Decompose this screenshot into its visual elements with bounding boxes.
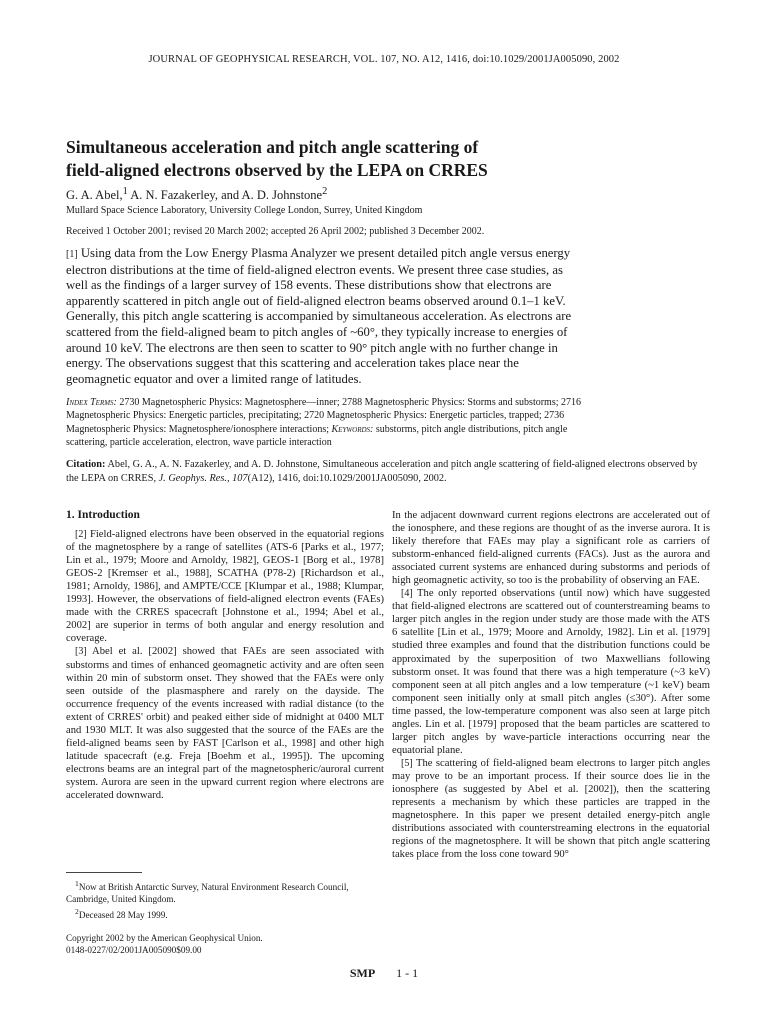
author-abel: G. A. Abel, [66,188,123,203]
title-line-1: Simultaneous acceleration and pitch angle scattering of [66,137,479,157]
paragraph-text: Field-aligned electrons have been observed in the equatorial regions of the magnetosphere by a range of satellites (ATS-6 [Parks et al., 1977; Lin et al., 1979; Moore and Arnoldy, 1982], GEOS-1 [Borg et al., 1978] GEOS-2 [Kremser et al., 1988], SCATHA (P78-2) [Richardson et al., 1981; Arnoldy, 1986], and AMPTE/CCE [Klumpar et al., 1988; Klumpar, 1993]. However, the observations of field-aligned electron events (FAEs) made with the CRRES spacecraft [Johnstone et al., 1994; Abel et al., 2002] are superior in terms of both angular and energy resolution and coverage. [66,529,384,645]
author-list [66,186,327,203]
affiliation: Mullard Space Science Laboratory, University College London, Surrey, United Kingdom [66,205,423,216]
abstract-text: Using data from the Low Energy Plasma Analyzer we present detailed pitch angle versus energy electron distributions at the time of field-aligned electron events. We present three case studies, as well as the findings of a larger survey of 158 events. These distributions show that electrons are apparently scattered in pitch angle out of field-aligned electron beams observed around 0.1–1 keV. Generally, this pitch angle scattering is accompanied by simultaneous acceleration. As electrons are scattered from the field-aligned beam to pitch angles of ~60°, they typically increase to energies of around 10 keV. The electrons are then seen to scatter to 90° pitch angle with no further change in energy. The observations suggest that this scattering and acceleration takes place near the geomagnetic equator and over a limited range of latitudes. [66,246,572,386]
author-others: A. N. Fazakerley, and A. D. Johnstone [127,188,323,203]
paragraph-2 [66,528,384,645]
footnotes [66,878,384,921]
received-dates: Received 1 October 2001; revised 20 March 2002; accepted 26 April 2002; published 3 December 2002. [66,226,485,237]
page-folio [0,966,768,981]
copyright-notice [66,932,384,957]
index-terms-text: 2730 Magnetospheric Physics: Magnetosphere—inner; 2788 Magnetospheric Physics: Storms and substorms; 2716 Magnetospheric Physics: Energetic particles, precipitating; 2720 Magnetospheric Physics: Energetic particles, trapped; 2736 Magnetospheric Physics: Magnetosphere/ionosphere interactions; [66,397,582,435]
title-line-2: field-aligned electrons observed by the LEPA on CRRES [66,160,488,180]
running-head: JOURNAL OF GEOPHYSICAL RESEARCH, VOL. 107, NO. A12, 1416, doi:10.1029/2001JA005090, 2002 [148,54,620,65]
footnote-marker: 1 [75,879,79,888]
paper-title [66,136,666,182]
citation-rest: (A12), 1416, doi:10.1029/2001JA005090, 2002. [247,472,447,484]
paragraph-5 [392,757,710,861]
paragraph-number: [3] [75,646,87,658]
paragraph-number: [1] [66,249,78,260]
footnote-text: Now at British Antarctic Survey, Natural Environment Research Council, Cambridge, United Kingdom. [66,882,349,905]
paragraph-3 [66,645,384,802]
paragraph-4 [392,587,710,757]
paragraph-continued: In the adjacent downward current regions electrons are accelerated out of the ionosphere, and these regions are thought of as the inverse aurora. It is likely therefore that FAEs may play a significant role as carriers of substorm-enhanced field-aligned currents (FACs). Just as the aurora and associated current systems are enhanced during substorms and periods of high geomagnetic activity, so too is the probability of observing an FAE. [392,510,710,587]
footnote-2 [66,906,384,921]
footnote-text: Deceased 28 May 1999. [78,909,168,920]
paragraph-number: [5] [401,757,413,769]
left-column [66,509,384,802]
paragraph-text: The only reported observations (until now) which have suggested that field-aligned electrons are scattered out of counterstreaming beams to larger pitch angles in the region under study are those made with the ATS 6 satellite [Lin et al., 1979; Moore and Arnoldy, 1982]. Lin et al. [1979] studied three examples and found that the distribution functions could be approximated by the superposition of two Maxwellians following substorm onset. It was found that there was a high temperature (~3 keV) component seen at all pitch angles and a low temperature (~1 keV) beam component seen initially only at small pitch angles (≤30°). After some time passed, the low-temperature component was also seen at large pitch angles. Lin et al. [1979] proposed that the beam particles are scattered to larger pitch angles by wave-particle interactions occurring near the equatorial plane. [392,588,710,756]
footnote-ref-2: 2 [322,186,328,197]
citation-journal: J. Geophys. Res., [158,472,230,484]
keywords-label: Keywords: [331,423,374,435]
folio-prefix: SMP [349,966,376,980]
footnote-1 [66,878,384,906]
index-terms [66,396,586,450]
index-terms-label: Index Terms: [66,397,117,408]
section-heading: 1. Introduction [66,509,140,521]
keywords-text: substorms, pitch angle distributions, pitch angle scattering, particle acceleration, electron, wave particle interaction [66,423,568,449]
paragraph-number: [4] [401,588,413,600]
citation-volume: 107 [232,472,248,484]
folio-page: 1 - 1 [396,966,419,980]
paragraph-text: Abel et al. [2002] showed that FAEs are seen associated with substorms and times of enhanced geomagnetic activity and are often seen within 20 min of substorm onset. They showed that the FAEs were only seen outside of the plasmasphere and rarely on the dayside. The occurrence frequency of the events increased with radial distance (to the extent of CRRES' orbit) and peaked either side of midnight at 0400 MLT and 1930 MLT. It was also suggested that the source of the FAEs are the field-aligned beams seen by FAST [Carlson et al., 1998] and other high latitude spacecraft (e.g. Freja [Boehm et al., 1995]). The upcoming electrons beams are an integral part of the magnetospheric/auroral current system. Aurora are seen in the upward current region where electrons are accelerated downward. [66,646,384,801]
citation-text: Abel, G. A., A. N. Fazakerley, and A. D. Johnstone, Simultaneous acceleration and pitch angle scattering of field-aligned electrons observed by the LEPA on CRRES, [66,459,698,484]
copyright-line: Copyright 2002 by the American Geophysical Union. [66,933,263,943]
right-column [392,509,710,861]
footnote-ref-1: 1 [122,186,128,197]
issn-line: 0148-0227/02/2001JA005090$09.00 [66,945,202,956]
footnote-marker: 2 [75,906,79,916]
citation [66,458,706,486]
paragraph-text: The scattering of field-aligned beam electrons to larger pitch angles may prove to be an important process. If their source does lie in the ionosphere (as suggested by Abel et al. [2002]), then the scattering represents a mechanism by which these particles are trapped in the magnetosphere. In this paper we present detailed energy-pitch angle distributions associated with counterstreaming electrons in the equatorial regions of the magnetosphere. It will be shown that pitch angle scattering takes place from the loss cone toward 90° [392,757,710,861]
paragraph-number: [2] [75,529,87,541]
footnote-rule [66,872,142,873]
abstract [66,246,586,387]
citation-label: Citation: [66,459,106,470]
